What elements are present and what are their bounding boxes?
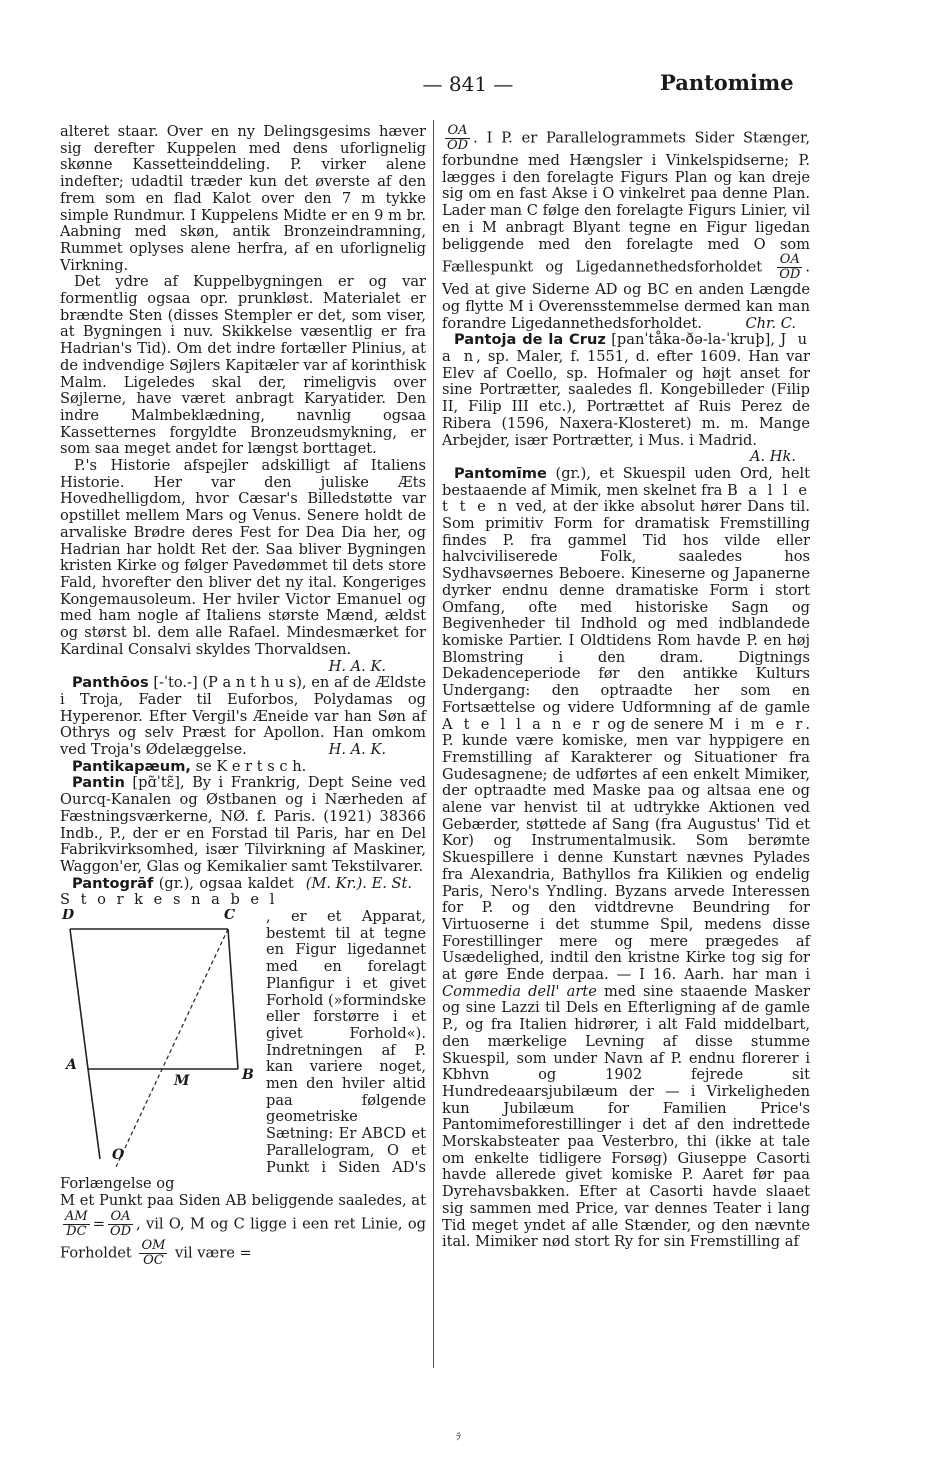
- see-label: se: [190, 757, 217, 775]
- entry-text: (gr.), et Skuespil uden Ord, helt bestaaende af Mimik, men skelnet fra: [442, 464, 810, 499]
- pantograph-figure-block: [60, 909, 426, 1193]
- fraction-oa-od: [108, 1210, 133, 1239]
- equals-sign: =: [92, 1215, 105, 1233]
- label-a: A: [66, 1057, 77, 1074]
- entry-text: og de senere: [602, 715, 709, 733]
- spaced-term: A t e l l a n e r: [442, 715, 603, 733]
- column-divider: [433, 120, 434, 1368]
- cross-reference: K e r t s c h.: [216, 757, 307, 775]
- entry-pantomime: [442, 466, 810, 1251]
- entry-pantoja: [442, 332, 810, 466]
- signature: A. Hk.: [749, 448, 796, 466]
- denominator: OD: [447, 138, 469, 153]
- denominator: DC: [66, 1223, 87, 1239]
- entry-text: ved, at der ikke absolut hører Dans til. Som primitiv Form for dramatisk Fremstilling findes P. fra gammel Tid hos vilde eller halvciviliserede Folk, saaledes hos Sydhavsøernes Beboere. Kineserne og Japanerne dyrker endnu denne dramatiske Form i stort Omfang, ofte med historiske Sagn og Begivenheder til Indhold og med indblandede komiske Partier. I Oldtidens Rom havde P. en høj Blomstring i den dram. Digtnings Dekadenceperiode før den antikke Kulturs Undergang: den optraadte her som en Fortsættelse og videre Udformning af de gamle: [442, 498, 810, 716]
- pantheon-paragraph-3: [60, 458, 426, 675]
- label-m: M: [174, 1073, 190, 1090]
- signature: H. A. K.: [328, 657, 386, 675]
- denominator: OC: [143, 1252, 164, 1268]
- entry-panthoos: [60, 675, 426, 759]
- line-oc: [116, 929, 228, 1167]
- pantograf-text-right-2: . Ved at give Siderne AD og BC en anden Længde og flytte M i Overensstemmelse dermed kan man forandre Ligedannethedsforholdet.: [442, 258, 810, 332]
- numerator: OM: [141, 1237, 166, 1253]
- spaced-term: B a l l e t t e n: [442, 481, 810, 516]
- fraction-am-dc: [63, 1210, 90, 1239]
- right-column: [442, 124, 810, 1251]
- extension-ao: [88, 1069, 100, 1159]
- pronunciation: [panˈtåka-ðə-la-ˈkruþ],: [605, 331, 781, 349]
- side-ad: [70, 929, 88, 1069]
- pantheon-paragraph-3-text: P.'s Historie afspejler adskilligt af Italiens Historie. Her var den juliske Æts Hovedhelligdom, hvor Cæsar's Billedstøtte var opstillet mellem Mars og Venus. Senere holdt de arvaliske Brødre deres Fest for Dea Dia her, og Hadrian har holdt Ret der. Saa bliver Bygningen kristen Kirke og følger Pavedømmet til dets store Fald, hvorefter den bliver det ny ital. Kongeriges Kongemausoleum. Her hviler Victor Emanuel og med ham nogle af Italiens største Mænd, ældst og størst bl. dem alle Rafael. Mindesmærket for Kardinal Consalvi skyldes Thorvaldsen.: [60, 457, 426, 658]
- italic-term: Commedia dell' arte: [442, 982, 597, 1000]
- spaced-term: M i m e r: [708, 715, 806, 733]
- entry-text: . P. kunde være komiske, men var hyppigere en Fremstilling af Karakterer og Situationer fra Gudesagnene; de udførtes af een enkelt Mimiker, der optraadte med Maske paa og altsaa ene og alene var henvist til at udtrykke Aktionen ved Gebærder, støttede af Sang (fra Augustus' Tid et Kor) og Instrumentalmusik. Som berømte Skuespillere i denne Kunstart nævnes Pylades fra Alexandria, Bathyllos fra Kilikien og endelig Paris, Nero's Yndling. Byzans arvede Interessen for P. og den vidtdrevne Beundring for Virtuoserne i det stumme Spil, medens disse Forestillinger mere og mere prægedes af Usædelighed, indtil den kristne Kirke tog sig for at gøre Ende derpaa. — I 16. Aarh. har man i: [442, 715, 811, 984]
- fraction-oa-od: [445, 124, 470, 153]
- headword: Pantin: [72, 774, 125, 792]
- headword: Panthōos: [72, 674, 149, 692]
- signature: Chr. C.: [745, 314, 796, 332]
- parallelogram-svg: [60, 909, 260, 1167]
- alt-name: S t o r k e s n a b e l: [60, 891, 278, 909]
- entry-pantikapaeum: [60, 759, 426, 776]
- signature: H. A. K.: [328, 741, 386, 759]
- footer-mark: ﾗ: [456, 1432, 461, 1443]
- label-o: O: [112, 1147, 125, 1164]
- headword: Pantikapæum,: [72, 757, 191, 775]
- pantograph-diagram: [60, 909, 260, 1167]
- pantograf-text-right-1: . I P. er Parallelogrammets Sider Stænger, forbundne med Hængsler i Vinkelspidserne; P. lægges i den forelagte Figurs Plan og kan dreje sig om en fast Akse i O vinkelret paa denne Plan. Lader man C følge den forelagte Figurs Linier, vil en i M anbragt Blyant tegne en Figur ligedan beliggende med den forelagte med O som Fællespunkt og Ligedannethedsforholdet: [442, 129, 810, 276]
- denominator: OD: [779, 267, 801, 283]
- numerator: AM: [65, 1208, 88, 1224]
- pantograf-cont-1: M et Punkt paa Siden AB beliggende saaledes, at: [60, 1192, 426, 1209]
- entry-text: med sine staaende Masker og sine Lazzi til Dels en Efterligning af de gamle P., og fra Italien hidrører, i alt Fald middelbart, den mærkelige Levning af disse stumme Skuespil, som under Navn af P. endnu florerer i Kbhvn og 1902 fejrede sit Hundredeaarsjubilæum der — i Virkeligheden kun Jubilæum for Familien Price's Pantomimeforestillinger i det af den indrettede Morskabsteater paa Vesterbro, thi (ikke at tale om enkelte tidligere Forsøg) Giuseppe Casorti havde allerede givet komiske P. Aaret før paa Dyrehavsbakken. Efter at Casorti havde slaaet sig sammen med Price, var dennes Teater i lang Tid meget yndet af alle Stænder, og den nævnte ital. Mimiker nød stort Ry for sin Fremstilling af: [442, 982, 810, 1251]
- entry-text: , sp. Maler, f. 1551, d. efter 1609. Han var Elev af Coello, sp. Hofmaler og højt anset for sine Portrætter, saaledes fl. Kongebilleder (Filip II, Filip III etc.), Portrættet af Ruis Perez de Ribera (1596, Naxera-Klosteret) m. m. Mange Arbejder, især Portrætter, i Mus. i Madrid.: [442, 348, 810, 449]
- denominator: OD: [109, 1223, 132, 1239]
- running-title: Pantomime: [660, 70, 794, 95]
- pantheon-paragraph-1: alteret staar. Over en ny Delingsgesims hæver sig derefter Kuppelen med dens uforlignelig skønne Kassetteinddeling. P. virker alene indefter; udadtil træder kun det øverste af den frem som en flad Kalot over den 7 m tykke simple Rundmur. I Kuppelens Midte er en 9 m br. Aabning med skøn, antik Bronzeindramning, Rummet oplyses alene herfra, af en uforlignelig Virkning.: [60, 123, 426, 274]
- pantograf-cont-3: vil være =: [175, 1244, 252, 1262]
- headword: Pantogrāf: [72, 874, 154, 892]
- pantheon-paragraph-2: Det ydre af Kuppelbygningen er og var formentlig ogsaa opr. prunkløst. Materialet er brændte Sten (disses Stempler er det, som viser, at Bygningen i nuv. Skikkelse væsentlig er fra Hadrian's Tid). Om det indre fortæller Plinius, at de indvendige Søjlers Kapitæler var af korinthisk Malm. Ligeledes skal der, rimeligvis over Søjlerne, have været anbragt Karyatider. Den indre Malmbeklædning, navnlig ogsaa Kassetternes forgyldte Bronzeudsmykning, er som saa meget andet for længst borttaget.: [60, 273, 426, 458]
- pantograf-cont-2: , vil O, M og C ligge i een ret Linie, og Forholdet: [60, 1215, 426, 1262]
- pantograf-continuation: [60, 1193, 426, 1268]
- numerator: OA: [777, 253, 802, 268]
- side-cb: [228, 929, 238, 1069]
- label-c: C: [224, 909, 236, 924]
- label-d: D: [62, 909, 75, 924]
- signature: (M. Kr.). E. St.: [305, 874, 412, 892]
- entry-text: [pɑ̃ˈtɛ̃], By i Frankrig, Dept Seine ved Ourcq-Kanalen og Østbanen og i Nærheden af Fæstningsværkerne, NØ. f. Paris. (1921) 38366 Indb., P., der er en Forstad til Paris, har en Del Fabrikvirksomhed, især Tilvirkning af Maskiner, Waggon'er, Glas og Kemikalier samt Tekstilvarer.: [60, 774, 426, 875]
- numerator: OA: [445, 124, 470, 139]
- label-b: B: [242, 1067, 254, 1084]
- headword: Pantomīme: [454, 464, 547, 482]
- pronunciation: [-ˈto.-]: [153, 674, 198, 692]
- entry-text: (gr.), ogsaa kaldet: [153, 874, 294, 892]
- fraction-oa-od: [777, 253, 802, 282]
- given-name: J u a n: [442, 331, 811, 366]
- headword: Pantoja de la Cruz: [454, 331, 606, 349]
- pantograf-paragraph-cont: [442, 124, 810, 332]
- pantograf-text: , er et Apparat, bestemt til at tegne en Figur ligedannet med en forelagt Planfigur i et givet Forhold (»formindske eller forstørre i et givet Forhold«). Indretningen af P. kan variere noget, men den hviler altid paa følgende geometriske Sætning: Er ABCD et Parallelogram, O et Punkt i Siden AD's Forlængelse og: [60, 909, 426, 1193]
- entry-text: , en af de Ældste i Troja, Fader til Euforbos, Polydamas og Hyperenor. Efter Vergil's Æneide var han Søn af Othrys og selv Præst for Apollon. Han omkom ved Troja's Ødelæggelse.: [60, 674, 427, 759]
- fraction-om-oc: [139, 1239, 167, 1268]
- numerator: OA: [108, 1210, 133, 1225]
- left-column: [60, 124, 426, 1268]
- alt-name: (P a n t h u s): [202, 674, 302, 692]
- page-number: — 841 —: [422, 72, 514, 96]
